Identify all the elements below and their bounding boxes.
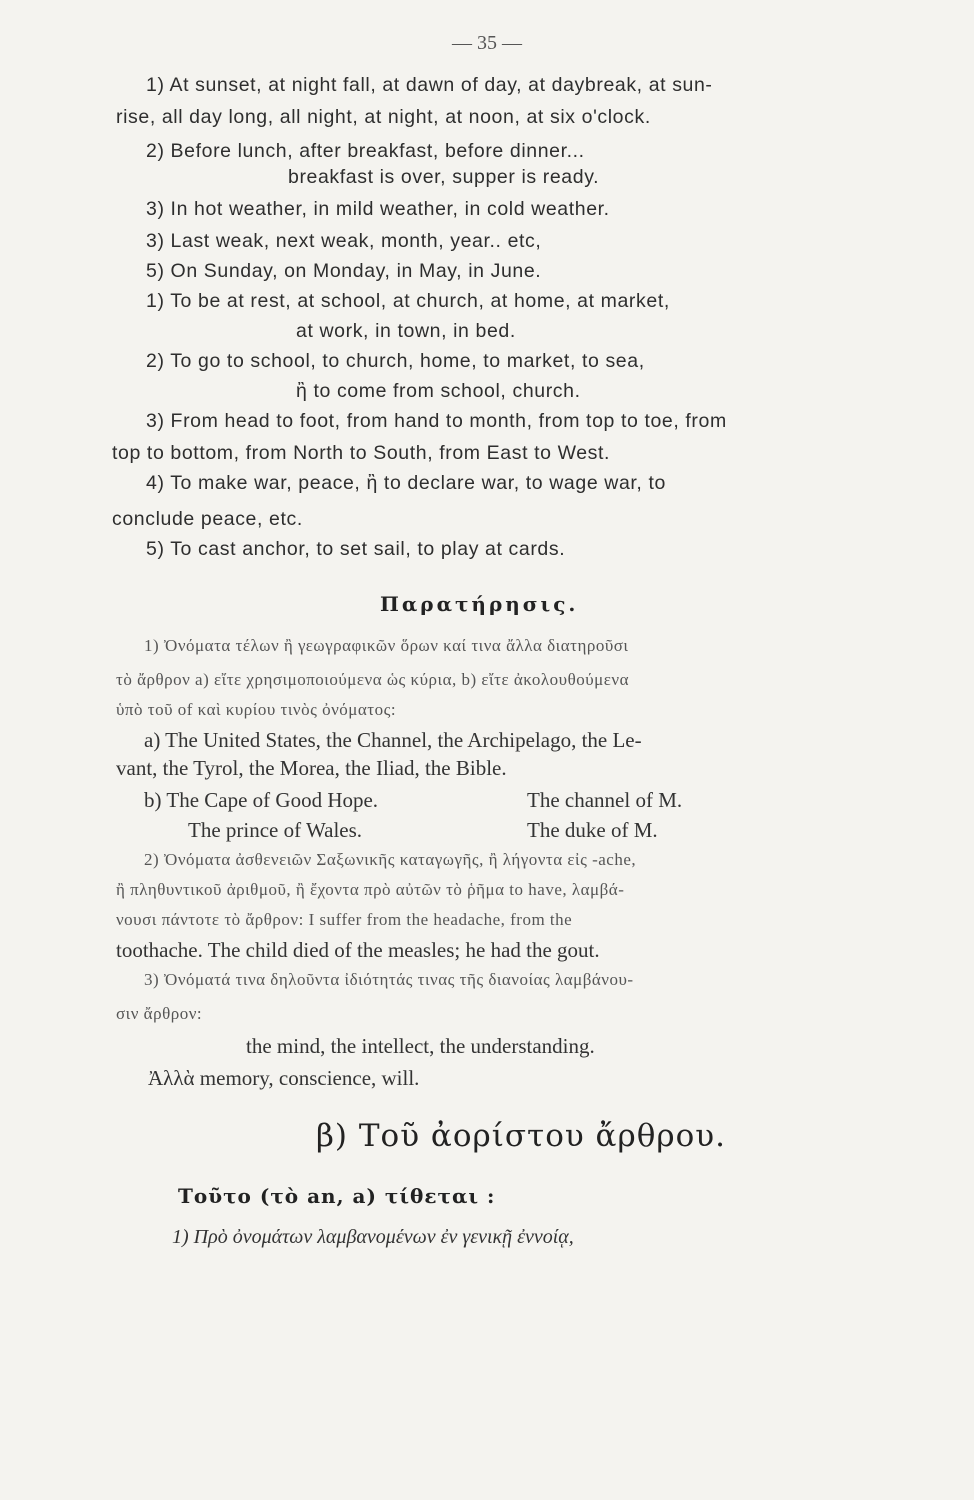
section-intro: Τοῦτο (τὸ an, a) τίθεται : xyxy=(178,1184,496,1208)
english-line: rise, all day long, all night, at night, at noon, at six o'clock. xyxy=(116,106,651,128)
english-line: 5) On Sunday, on Monday, in May, in June. xyxy=(146,260,542,282)
page-number: — 35 — xyxy=(452,32,522,54)
english-line: 5) To cast anchor, to set sail, to play at cards. xyxy=(146,538,566,560)
observation-line: 1) Ὀνόματα τέλων ἢ γεωγραφικῶν ὅρων καί τινα ἄλλα διατηροῦσι xyxy=(144,636,629,655)
english-line: conclude peace, etc. xyxy=(112,508,303,530)
observation-line: σιν ἄρθρον: xyxy=(116,1004,203,1023)
english-line: 3) Last weak, next weak, month, year.. etc, xyxy=(146,230,542,252)
observation-line: ὑπὸ τοῦ of καὶ κυρίου τινὸς ὀνόματος: xyxy=(116,700,397,719)
observation-line: Ἀλλὰ memory, conscience, will. xyxy=(148,1066,420,1090)
english-line: top to bottom, from North to South, from East to West. xyxy=(112,442,611,464)
english-line: 3) From head to foot, from hand to month, from top to toe, from xyxy=(146,410,727,432)
observation-line: a) The United States, the Channel, the Archipelago, the Le- xyxy=(144,728,642,752)
observation-line: vant, the Tyrol, the Morea, the Iliad, the Bible. xyxy=(116,756,507,780)
observation-line: the mind, the intellect, the understanding. xyxy=(246,1034,595,1058)
english-line: 4) To make war, peace, ἢ to declare war, to wage war, to xyxy=(146,472,666,494)
observation-line: 3) Ὀνόματά τινα δηλοῦντα ἰδιότητάς τινας τῆς διανοίας λαμβάνου- xyxy=(144,970,634,989)
observation-line: τὸ ἄρθρον a) εἴτε χρησιμοποιούμενα ὡς κύρια, b) εἴτε ἀκολουθούμενα xyxy=(116,670,629,689)
english-line: 2) To go to school, to church, home, to market, to sea, xyxy=(146,350,645,372)
observation-line: ἢ πληθυντικοῦ ἀριθμοῦ, ἢ ἔχοντα πρὸ αὐτῶν τὸ ῥῆμα to have, λαμβά- xyxy=(116,880,625,899)
section-item: 1) Πρὸ ὀνομάτων λαμβανομένων ἐν γενικῇ ἐννοίᾳ, xyxy=(172,1226,574,1248)
observation-line: The channel of M. xyxy=(527,788,683,812)
english-line: 1) To be at rest, at school, at church, at home, at market, xyxy=(146,290,670,312)
observation-line: toothache. The child died of the measles; he had the gout. xyxy=(116,938,600,962)
english-line: ἢ to come from school, church. xyxy=(296,380,581,402)
english-line: at work, in town, in bed. xyxy=(296,320,516,342)
english-line: 2) Before lunch, after breakfast, before dinner... xyxy=(146,140,585,162)
observation-line: 2) Ὀνόματα ἀσθενειῶν Σαξωνικῆς καταγωγῆς, ἢ λήγοντα εἰς -ache, xyxy=(144,850,637,869)
observation-line: The prince of Wales. xyxy=(188,818,363,842)
section-heading: β) Τοῦ ἀορίστου ἄρθρου. xyxy=(316,1118,726,1154)
english-line: breakfast is over, supper is ready. xyxy=(288,166,600,188)
english-line: 3) In hot weather, in mild weather, in cold weather. xyxy=(146,198,610,220)
observation-line: νουσι πάντοτε τὸ ἄρθρον: I suffer from the headache, from the xyxy=(116,910,573,929)
observation-line: The duke of M. xyxy=(527,818,658,842)
observation-line: b) The Cape of Good Hope. xyxy=(144,788,379,812)
english-line: 1) At sunset, at night fall, at dawn of day, at daybreak, at sun- xyxy=(146,74,713,96)
observations-title: Παρατήρησις. xyxy=(380,592,579,616)
